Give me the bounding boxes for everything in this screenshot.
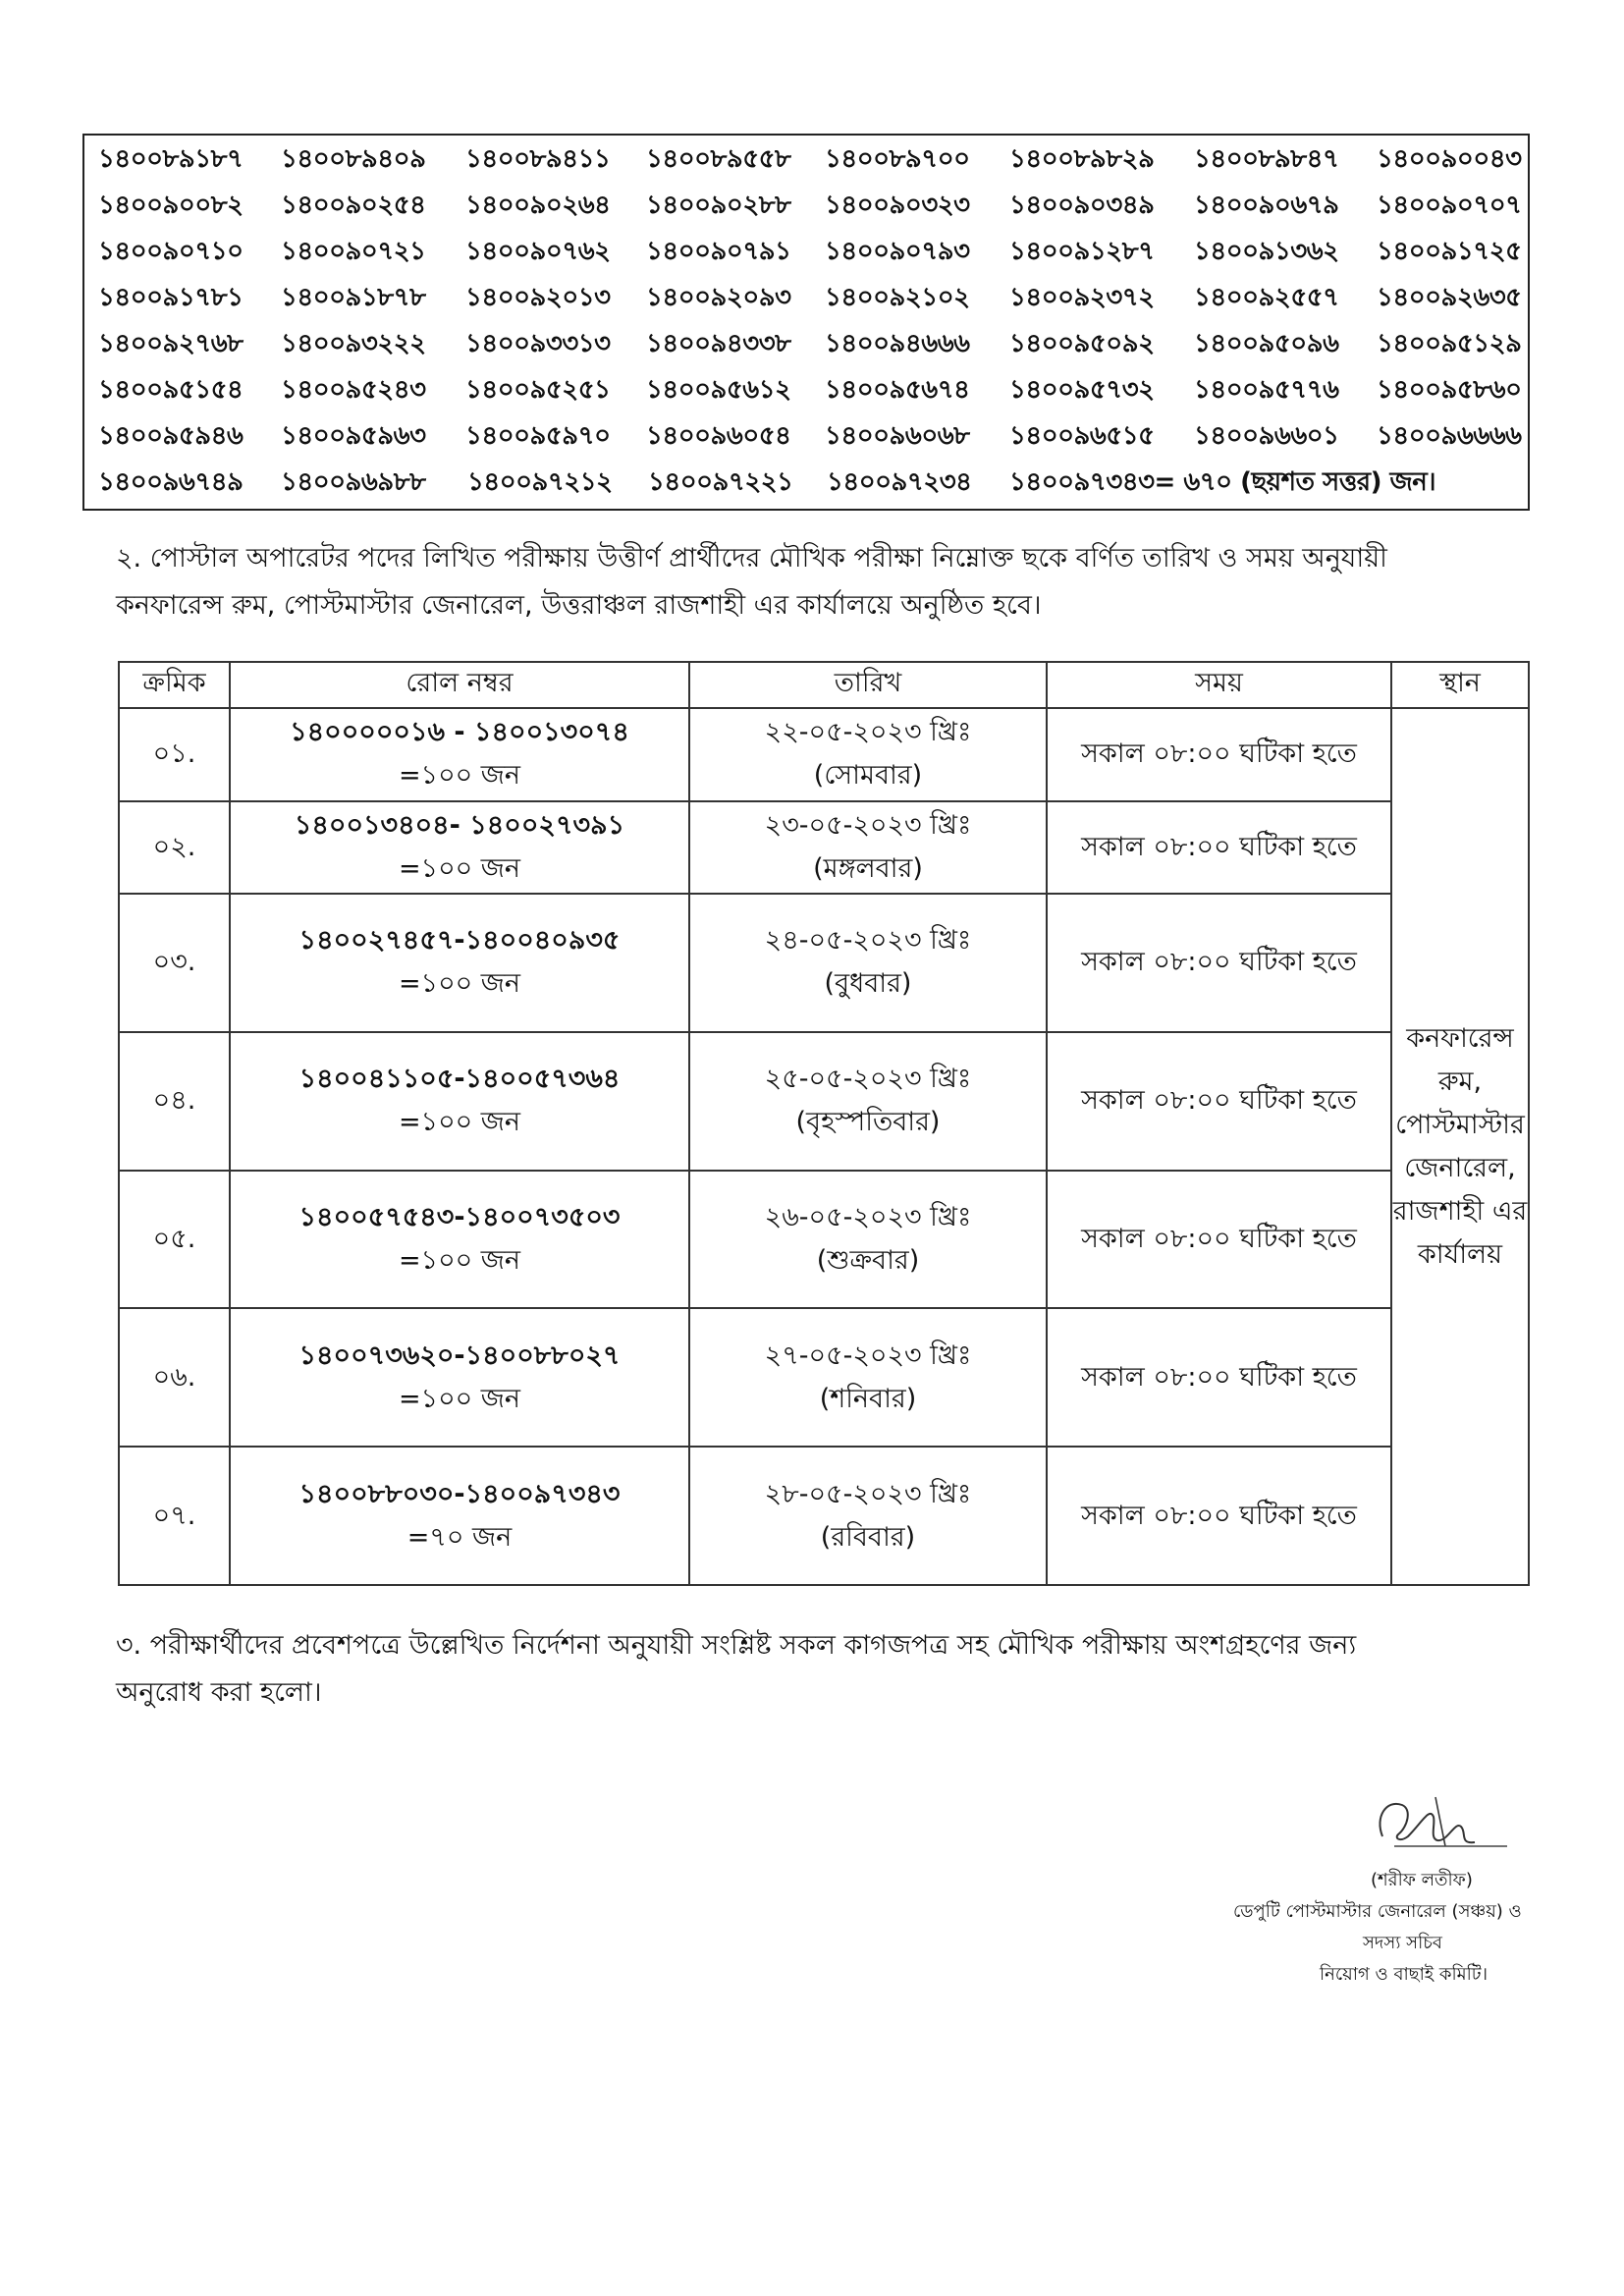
table-row [119,801,1529,895]
paragraph-3-line-2: অনুরোধ করা হলো। [116,1677,322,1708]
roll-number: ১৪০০৯২৫৫৭ [1194,283,1339,312]
candidate-count: =১০০ জন [398,852,521,884]
serial-cell: ০৭. [119,1447,230,1585]
date-cell [689,1447,1047,1585]
roll-number: ১৪০০৯৫১৫৪ [98,375,244,405]
roll-line [84,228,1528,275]
time-cell: সকাল ০৮:০০ ঘটিকা হতে [1047,1032,1391,1171]
date-cell [689,708,1047,801]
signatory-role: সদস্য সচিব [1363,1933,1442,1953]
roll-number: ১৪০০৯০২৮৮ [646,191,791,220]
roll-number: ১৪০০৯৬৬৬৬ [1377,421,1522,451]
roll-number: ১৪০০৮৯৮২৯ [1009,144,1155,174]
paragraph-2-line-2: কনফারেন্স রুম, পোস্টমাস্টার জেনারেল, উত্তরাঞ্চল রাজশাহী এর কার্যালয়ে অনুষ্ঠিত হবে। [116,590,1042,621]
venue-line: কনফারেন্স রুম, [1406,1022,1514,1097]
roll-range: ১৪০০২৭৪৫৭-১৪০০৪০৯৩৫ [298,925,621,957]
exam-day: (শনিবার) [819,1383,917,1414]
roll-number: ১৪০০৯৭২২১ [648,467,793,497]
signatory-committee: নিয়োগ ও বাছাই কমিটি। [1320,1964,1489,1985]
serial-cell: ০২. [119,801,230,895]
roll-number: ১৪০০৯২৭৬৮ [98,329,244,358]
roll-number: ১৪০০৯৫৬৭৪ [825,375,970,405]
table-header-row [119,662,1529,708]
roll-number: ১৪০০৯১২৮৭ [1009,237,1155,266]
roll-number: ১৪০০৯০৭০৭ [1377,191,1522,220]
exam-date: ২৩-০৫-২০২৩ খ্রিঃ [764,809,972,841]
roll-range: ১৪০০৪১১০৫-১৪০০৫৭৩৬৪ [298,1064,621,1095]
roll-number: ১৪০০৯৫৭৩২ [1009,375,1155,405]
roll-number: ১৪০০৮৯৪১১ [465,144,611,174]
roll-number: ১৪০০৮৯৭০০ [825,144,970,174]
date-cell [689,801,1047,895]
roll-number-box [82,134,1530,511]
date-cell [689,1308,1047,1447]
date-cell [689,894,1047,1032]
roll-number: ১৪০০৯১৩৬২ [1194,237,1339,266]
roll-number: ১৪০০৮৯৪০৯ [281,144,426,174]
paragraph-2 [116,535,1520,629]
candidate-count: =১০০ জন [398,1383,521,1414]
venue-line: রাজশাহী এর কার্যালয় [1392,1195,1528,1270]
roll-number: ১৪০০৯৫০৯২ [1009,329,1155,358]
table-row [119,894,1529,1032]
header-venue: স্থান [1391,662,1529,708]
candidate-count: =১০০ জন [398,1107,521,1138]
roll-number: ১৪০০৯৫০৯৬ [1194,329,1339,358]
date-cell [689,1171,1047,1309]
roll-line [84,274,1528,321]
roll-number: ১৪০০৯০০৪৩ [1377,144,1522,174]
table-row [119,1447,1529,1585]
roll-number: ১৪০০৯৫২৪৩ [281,375,426,405]
header-roll-number: রোল নম্বর [230,662,689,708]
roll-number: ১৪০০৯৭২৩৪ [827,467,972,497]
candidate-count: =১০০ জন [398,760,521,792]
serial-cell: ০৫. [119,1171,230,1309]
roll-number: ১৪০০৯৬০৬৮ [825,421,970,451]
candidate-count: =১০০ জন [398,1245,521,1277]
roll-number: ১৪০০৯৫১২৯ [1377,329,1522,358]
exam-date: ২৫-০৫-২০২৩ খ্রিঃ [764,1064,972,1095]
exam-date: ২৬-০৫-২০২৩ খ্রিঃ [764,1202,972,1233]
exam-day: (মঙ্গলবার) [813,852,923,884]
roll-range: ১৪০০১৩৪০৪- ১৪০০২৭৩৯১ [294,809,625,841]
exam-date: ২৭-০৫-২০২৩ খ্রিঃ [764,1339,972,1371]
exam-date: ২৪-০৫-২০২৩ খ্রিঃ [764,925,972,957]
roll-number: ১৪০০৯২৩৭২ [1009,283,1155,312]
roll-number: ১৪০০৯৭২১২ [467,467,613,497]
header-time: সময় [1047,662,1391,708]
paragraph-3 [116,1622,1520,1717]
roll-number: ১৪০০৯৪৩৩৮ [646,329,791,358]
time-cell: সকাল ০৮:০০ ঘটিকা হতে [1047,1171,1391,1309]
exam-date: ২৮-০৫-২০২৩ খ্রিঃ [764,1478,972,1509]
roll-line [84,459,1528,506]
interview-schedule-table [118,661,1530,1586]
roll-number: ১৪০০৯৬৭৪৯ [98,467,244,497]
paragraph-3-line-1: ৩. পরীক্ষার্থীদের প্রবেশপত্রে উল্লেখিত নির্দেশনা অনুযায়ী সংশ্লিষ্ট সকল কাগজপত্র সহ মৌখিক পরীক্ষায় অংশগ্রহণের জন্য [116,1630,1357,1661]
time-cell: সকাল ০৮:০০ ঘটিকা হতে [1047,894,1391,1032]
header-serial: ক্রমিক [119,662,230,708]
exam-day: (সোমবার) [813,760,923,792]
date-cell [689,1032,1047,1171]
roll-number: ১৪০০৯১৭২৫ [1377,237,1522,266]
table-row [119,1032,1529,1171]
roll-number: ১৪০০৯৬৫১৫ [1009,421,1155,451]
roll-number: ১৪০০৯৫৯৭০ [465,421,611,451]
time-cell: সকাল ০৮:০০ ঘটিকা হতে [1047,1447,1391,1585]
roll-range: ১৪০০৫৭৫৪৩-১৪০০৭৩৫০৩ [298,1202,621,1233]
paragraph-2-line-1: ২. পোস্টাল অপারেটর পদের লিখিত পরীক্ষায় উত্তীর্ণ প্রার্থীদের মৌখিক পরীক্ষা নিম্নোক্ত ছকে বর্ণিত তারিখ ও সময় অনুযায়ী [116,543,1387,574]
roll-number: ১৪০০৯০৭৬২ [465,237,611,266]
roll-number: ১৪০০৯১৭৮১ [98,283,244,312]
roll-number: ১৪০০৯০৭১০ [98,237,244,266]
candidate-count: =৭০ জন [406,1521,513,1553]
roll-line [84,136,1528,183]
roll-line [84,366,1528,413]
roll-number: ১৪০০৯৬৯৮৮ [281,467,426,497]
roll-range-cell [230,801,689,895]
roll-number: ১৪০০৮৯৫৫৮ [646,144,791,174]
roll-number: ১৪০০৮৯৮৪৭ [1194,144,1339,174]
serial-cell: ০৬. [119,1308,230,1447]
exam-day: (রবিবার) [820,1521,916,1553]
roll-number: ১৪০০৯১৮৭৮ [281,283,426,312]
roll-range-cell [230,708,689,801]
roll-number: ১৪০০৯২০১৩ [465,283,611,312]
exam-day: (বুধবার) [824,968,912,1000]
exam-date: ২২-০৫-২০২৩ খ্রিঃ [764,717,972,748]
roll-number: ১৪০০৯৫৭৭৬ [1194,375,1339,405]
roll-number: ১৪০০৯৫৯৬৩ [281,421,426,451]
table-row [119,1308,1529,1447]
roll-range: ১৪০০৮৮০৩০-১৪০০৯৭৩৪৩ [298,1478,621,1509]
roll-number: ১৪০০৯০৭৯১ [646,237,791,266]
roll-number: ১৪০০৯৪৬৬৬ [825,329,970,358]
roll-number: ১৪০০৯৫২৫১ [465,375,611,405]
roll-number: ১৪০০৯২১০২ [825,283,970,312]
roll-range-cell [230,894,689,1032]
roll-number: ১৪০০৯০৭২১ [281,237,426,266]
roll-number: ১৪০০৯৫৬১২ [646,375,791,405]
time-cell: সকাল ০৮:০০ ঘটিকা হতে [1047,708,1391,801]
roll-number: ১৪০০৯৭৩৪৩= ৬৭০ (ছয়শত সত্তর) জন। [1009,467,1436,497]
roll-number: ১৪০০৯৩২২২ [281,329,426,358]
roll-range-cell [230,1308,689,1447]
time-cell: সকাল ০৮:০০ ঘটিকা হতে [1047,1308,1391,1447]
roll-number: ১৪০০৯৩৩১৩ [465,329,611,358]
roll-number: ১৪০০৯০৩২৩ [825,191,970,220]
roll-number: ১৪০০৯০৬৭৯ [1194,191,1339,220]
roll-number: ১৪০০৯৫৯৪৬ [98,421,244,451]
serial-cell: ০৩. [119,894,230,1032]
header-date: তারিখ [689,662,1047,708]
table-row [119,708,1529,801]
roll-line [84,182,1528,229]
signatory-designation: ডেপুটি পোস্টমাস্টার জেনারেল (সঞ্চয়) ও [1233,1901,1522,1922]
roll-range: ১৪০০০০০১৬ - ১৪০০১৩০৭৪ [290,717,629,748]
table-row [119,1171,1529,1309]
roll-number: ১৪০০৯৫৮৬০ [1377,375,1522,405]
roll-number: ১৪০০৯৬০৫৪ [646,421,791,451]
candidate-count: =১০০ জন [398,968,521,1000]
roll-number: ১৪০০৯০৭৯৩ [825,237,970,266]
roll-line [84,320,1528,367]
roll-number: ১৪০০৯৬৬০১ [1194,421,1339,451]
roll-number: ১৪০০৯২৬৩৫ [1377,283,1522,312]
signature-mark [1365,1787,1512,1856]
roll-number: ১৪০০৯০৩৪৯ [1009,191,1155,220]
roll-number: ১৪০০৯০২৬৪ [465,191,611,220]
roll-line [84,412,1528,460]
exam-day: (শুক্রবার) [816,1245,920,1277]
serial-cell: ০৪. [119,1032,230,1171]
roll-range-cell [230,1447,689,1585]
venue-cell [1391,708,1529,1585]
roll-range-cell [230,1171,689,1309]
roll-number: ১৪০০৯২০৯৩ [646,283,791,312]
signatory-name: (শরীফ লতীফ) [1371,1870,1473,1890]
roll-range: ১৪০০৭৩৬২০-১৪০০৮৮০২৭ [298,1339,621,1371]
roll-range-cell [230,1032,689,1171]
exam-day: (বৃহস্পতিবার) [795,1107,941,1138]
venue-line: পোস্টমাস্টার জেনারেল, [1395,1109,1525,1183]
time-cell: সকাল ০৮:০০ ঘটিকা হতে [1047,801,1391,895]
roll-number: ১৪০০৯০০৮২ [98,191,244,220]
serial-cell: ০১. [119,708,230,801]
roll-number: ১৪০০৯০২৫৪ [281,191,426,220]
roll-number: ১৪০০৮৯১৮৭ [98,144,244,174]
